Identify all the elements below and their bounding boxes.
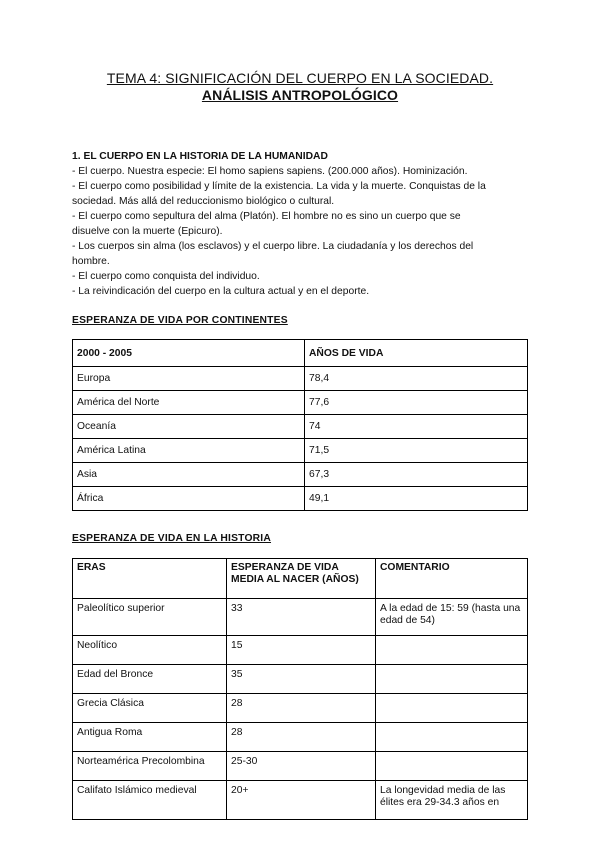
- table-row: [73, 781, 528, 820]
- table-row: [73, 636, 528, 665]
- table-cell: Grecia Clásica: [73, 694, 227, 723]
- table-cell: [376, 723, 528, 752]
- bullet-line: - El cuerpo como conquista del individuo.: [72, 271, 260, 282]
- table-cell: 20+: [227, 781, 376, 820]
- table-row: [73, 463, 528, 487]
- page-title: [72, 70, 528, 104]
- table-row: [73, 665, 528, 694]
- table-header-cell: 2000 - 2005: [73, 340, 305, 367]
- table-row: [73, 723, 528, 752]
- section-heading: 1. EL CUERPO EN LA HISTORIA DE LA HUMANIDAD: [72, 151, 328, 162]
- table-cell: Edad del Bronce: [73, 665, 227, 694]
- bullet-line: - Los cuerpos sin alma (los esclavos) y el cuerpo libre. La ciudadanía y los derechos del: [72, 241, 474, 252]
- document-page: [72, 70, 528, 820]
- table-row: [73, 694, 528, 723]
- table-header-row: [73, 559, 528, 599]
- table-header-cell: ERAS: [73, 559, 227, 599]
- table-cell: 77,6: [305, 391, 528, 415]
- table-row: [73, 487, 528, 511]
- table-header-cell: AÑOS DE VIDA: [305, 340, 528, 367]
- table-cell: Asia: [73, 463, 305, 487]
- table-cell: 71,5: [305, 439, 528, 463]
- table-cell: Antigua Roma: [73, 723, 227, 752]
- table-header-row: [73, 340, 528, 367]
- title-line-1: TEMA 4: SIGNIFICACIÓN DEL CUERPO EN LA SOCIEDAD.: [106, 70, 494, 86]
- table-cell: Europa: [73, 367, 305, 391]
- table-cell: África: [73, 487, 305, 511]
- table-cell: 28: [227, 723, 376, 752]
- table-row: [73, 391, 528, 415]
- bullet-line: - La reivindicación del cuerpo en la cultura actual y en el deporte.: [72, 286, 370, 297]
- table-cell: Oceanía: [73, 415, 305, 439]
- bullet-line: - El cuerpo como posibilidad y límite de la existencia. La vida y la muerte. Conquistas de la: [72, 181, 486, 192]
- table-cell: La longevidad media de las élites era 29-34.3 años en: [376, 781, 528, 820]
- bullet-line: disuelve con la muerte (Epicuro).: [72, 226, 223, 237]
- table-row: [73, 439, 528, 463]
- table-cell: Norteamérica Precolombina: [73, 752, 227, 781]
- life-expectancy-history-table: [72, 558, 528, 820]
- table-cell: 25-30: [227, 752, 376, 781]
- table-cell: América Latina: [73, 439, 305, 463]
- table-cell: 15: [227, 636, 376, 665]
- table-row: [73, 599, 528, 636]
- table-cell: Neolítico: [73, 636, 227, 665]
- table-cell: [376, 752, 528, 781]
- table-header-cell: ESPERANZA DE VIDA MEDIA AL NACER (AÑOS): [227, 559, 376, 599]
- table-row: [73, 752, 528, 781]
- table-cell: Paleolítico superior: [73, 599, 227, 636]
- bullet-line: hombre.: [72, 256, 110, 267]
- table-row: [73, 367, 528, 391]
- bullet-line: - El cuerpo. Nuestra especie: El homo sapiens sapiens. (200.000 años). Hominización.: [72, 166, 468, 177]
- table-cell: A la edad de 15: 59 (hasta una edad de 54): [376, 599, 528, 636]
- table-cell: [376, 694, 528, 723]
- table-cell: 78,4: [305, 367, 528, 391]
- table-cell: [376, 636, 528, 665]
- table-cell: 49,1: [305, 487, 528, 511]
- table-header-cell: COMENTARIO: [376, 559, 528, 599]
- table-cell: 28: [227, 694, 376, 723]
- table-cell: [376, 665, 528, 694]
- table-cell: 33: [227, 599, 376, 636]
- table1-title: ESPERANZA DE VIDA POR CONTINENTES: [72, 315, 288, 326]
- table-cell: 74: [305, 415, 528, 439]
- section-bullets: [72, 164, 528, 299]
- table2-title: ESPERANZA DE VIDA EN LA HISTORIA: [72, 533, 272, 544]
- table-cell: 35: [227, 665, 376, 694]
- table-row: [73, 415, 528, 439]
- table-cell: América del Norte: [73, 391, 305, 415]
- table-cell: 67,3: [305, 463, 528, 487]
- table-cell: Califato Islámico medieval: [73, 781, 227, 820]
- title-line-2: ANÁLISIS ANTROPOLÓGICO: [201, 87, 399, 103]
- life-expectancy-continents-table: [72, 339, 528, 511]
- bullet-line: - El cuerpo como sepultura del alma (Platón). El hombre no es sino un cuerpo que se: [72, 211, 461, 222]
- bullet-line: sociedad. Más allá del reduccionismo biológico o cultural.: [72, 196, 335, 207]
